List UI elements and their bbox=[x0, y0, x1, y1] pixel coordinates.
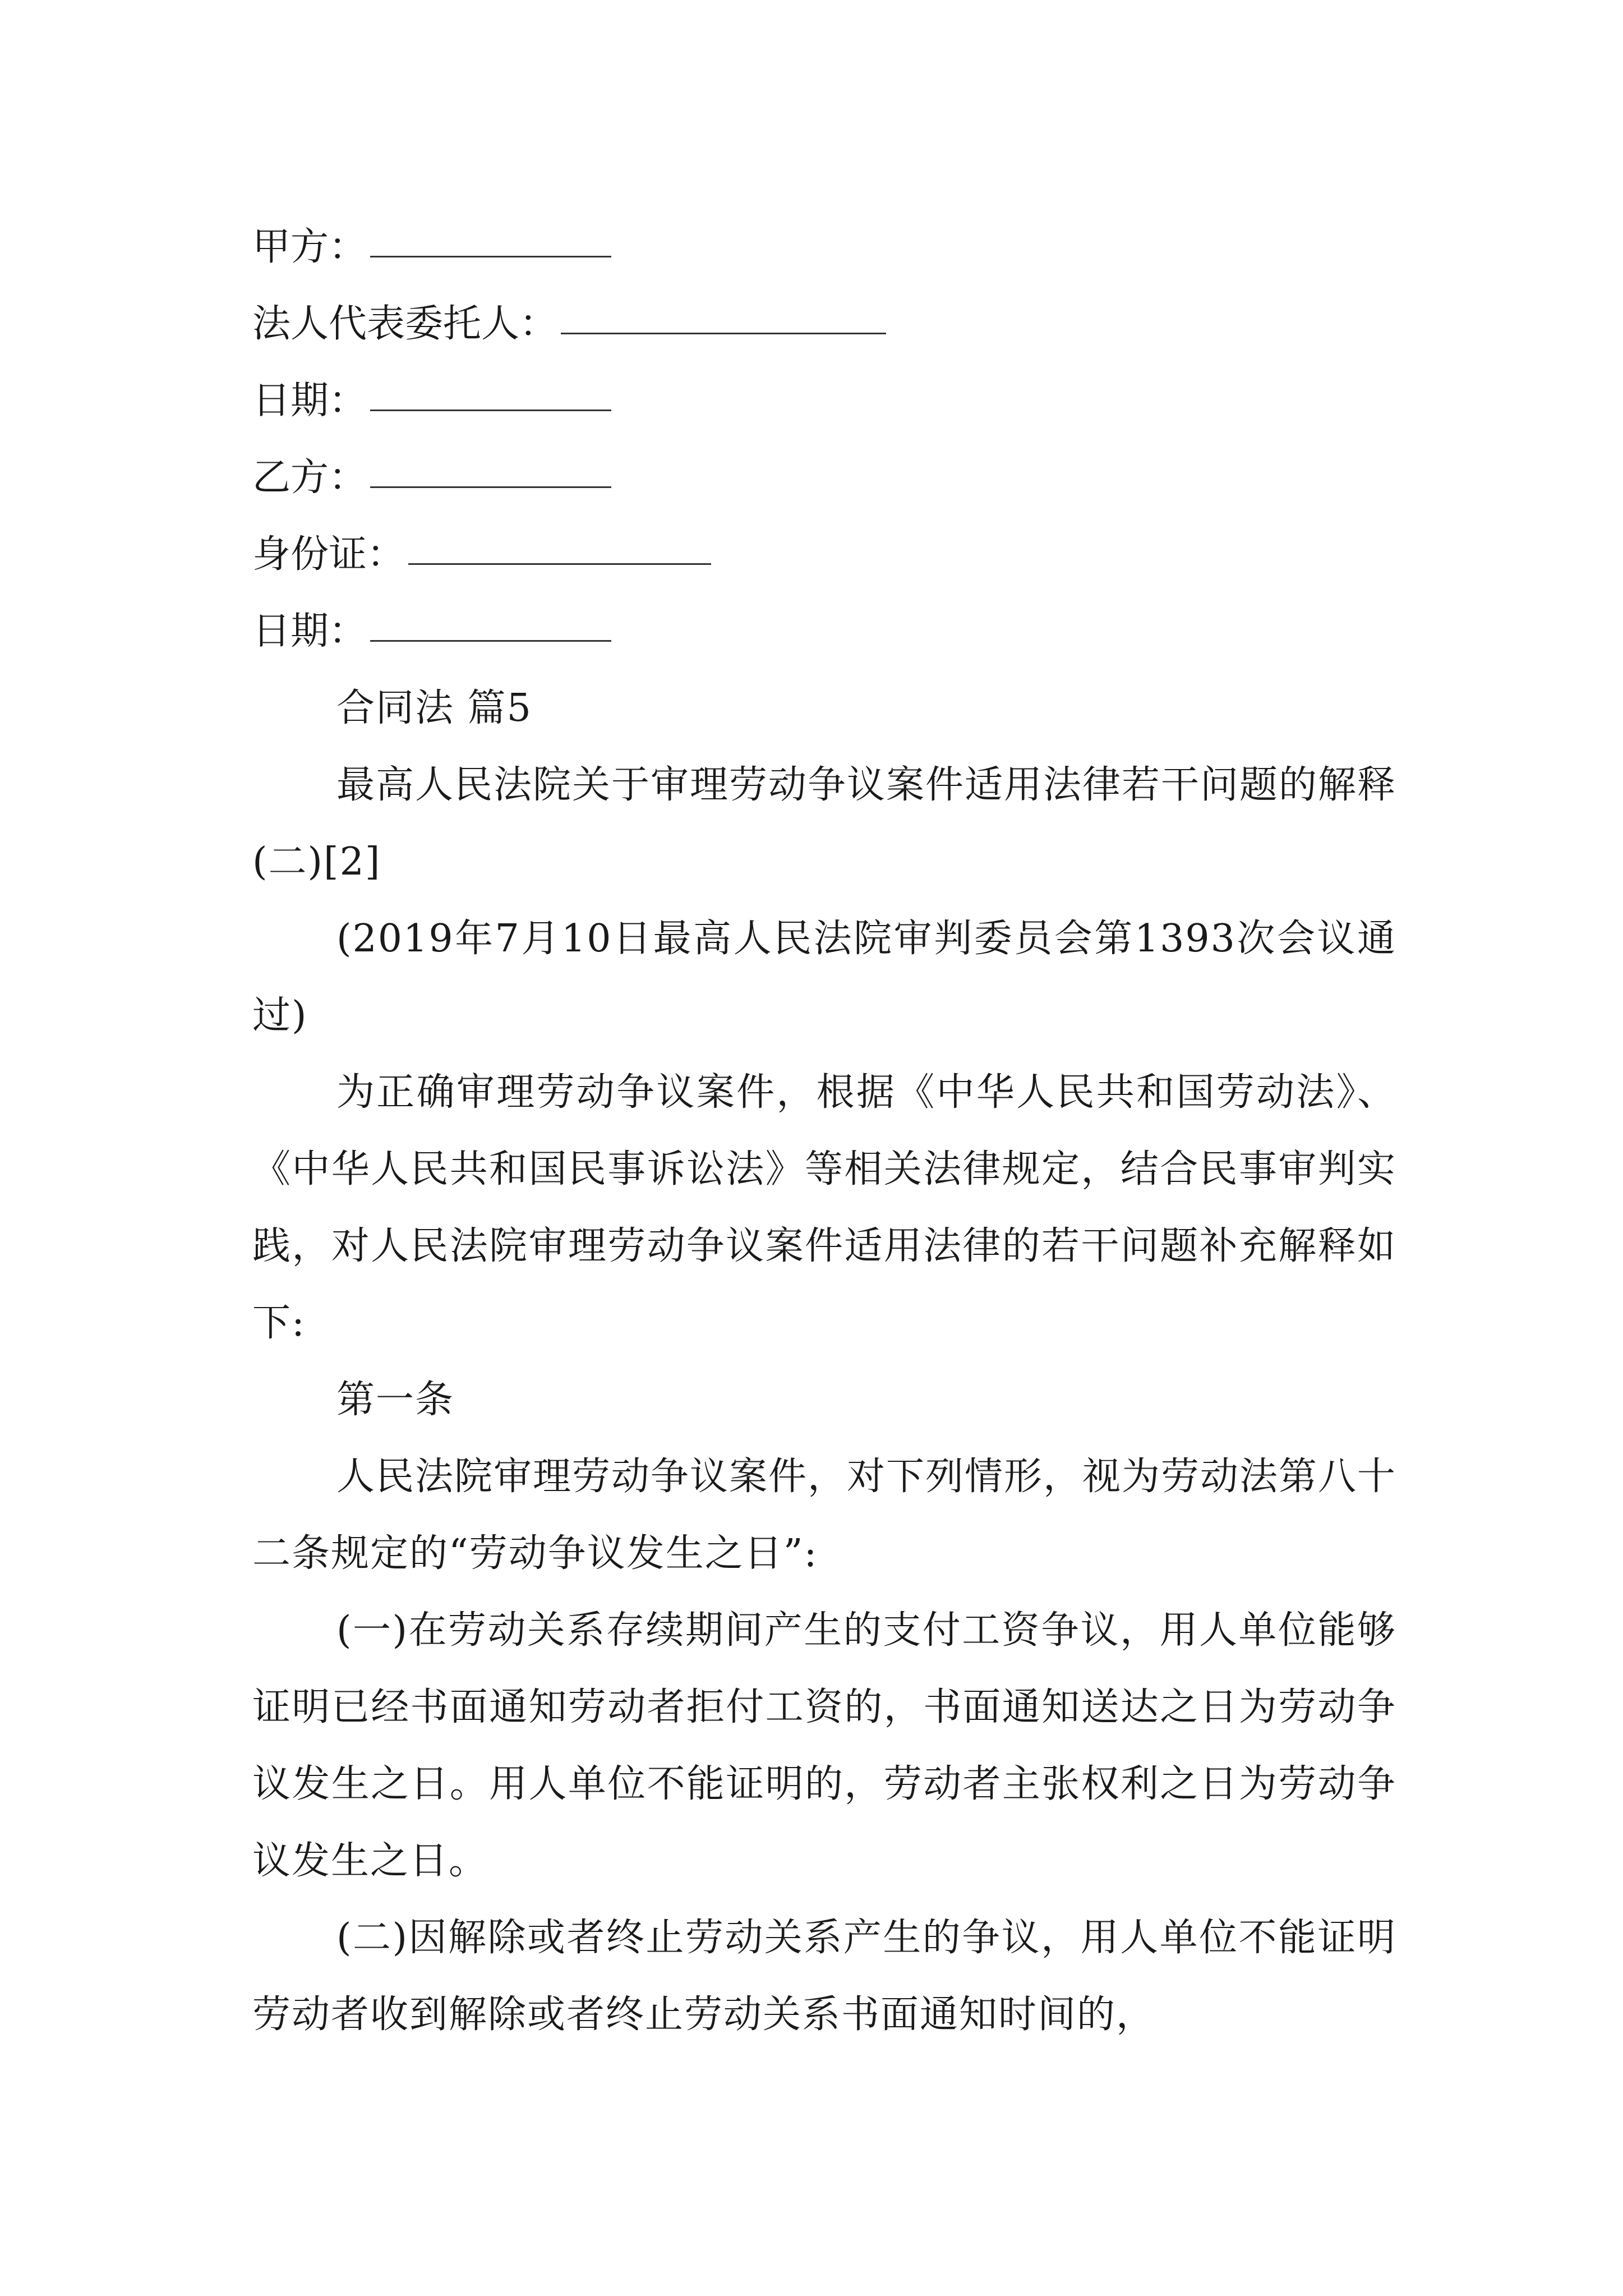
date-b-row bbox=[252, 593, 1396, 670]
id-blank[interactable] bbox=[408, 535, 711, 565]
date-a-label: 日期： bbox=[252, 379, 367, 423]
rep-blank[interactable] bbox=[561, 305, 886, 334]
date-b-label: 日期： bbox=[252, 609, 367, 654]
article-1-intro: 人民法院审理劳动争议案件，对下列情形，视为劳动法第八十二条规定的“劳动争议发生之日”: bbox=[252, 1455, 1397, 1576]
party-a-label: 甲方： bbox=[252, 225, 367, 269]
party-b-label: 乙方： bbox=[252, 455, 367, 500]
party-b-blank[interactable] bbox=[370, 458, 611, 488]
id-row bbox=[252, 516, 1396, 593]
id-label: 身份证： bbox=[252, 532, 405, 577]
article-1-title: 第一条 bbox=[336, 1378, 455, 1422]
section-title: 合同法 篇5 bbox=[336, 686, 532, 730]
date-a-blank[interactable] bbox=[370, 381, 611, 411]
party-a-blank[interactable] bbox=[370, 228, 611, 257]
signature-block bbox=[252, 209, 1396, 670]
rep-label: 法人代表委托人： bbox=[252, 302, 558, 346]
preamble: 为正确审理劳动争议案件，根据《中华人民共和国劳动法》、《中华人民共和国民事诉讼法》等相关法律规定，结合民事审判实践，对人民法院审理劳动争议案件适用法律的若干问题补充解释如下: bbox=[252, 1070, 1396, 1345]
date-b-blank[interactable] bbox=[370, 612, 611, 642]
adopted-note: (2019年7月10日最高人民法院审判委员会第1393次会议通过) bbox=[252, 917, 1396, 1038]
doc-title: 最高人民法院关于审理劳动争议案件适用法律若干问题的解释(二)[2] bbox=[252, 763, 1397, 884]
date-a-row bbox=[252, 362, 1396, 439]
party-b-row bbox=[252, 439, 1396, 516]
party-a-row bbox=[252, 209, 1396, 286]
rep-row bbox=[252, 286, 1396, 362]
article-1-item-1: (一)在劳动关系存续期间产生的支付工资争议，用人单位能够证明已经书面通知劳动者拒付工资的，书面通知送达之日为劳动争议发生之日。用人单位不能证明的，劳动者主张权利之日为劳动争议发生之日。 bbox=[252, 1608, 1396, 1883]
article-1-item-2: (二)因解除或者终止劳动关系产生的争议，用人单位不能证明劳动者收到解除或者终止劳动关系书面通知时间的， bbox=[252, 1916, 1396, 2037]
